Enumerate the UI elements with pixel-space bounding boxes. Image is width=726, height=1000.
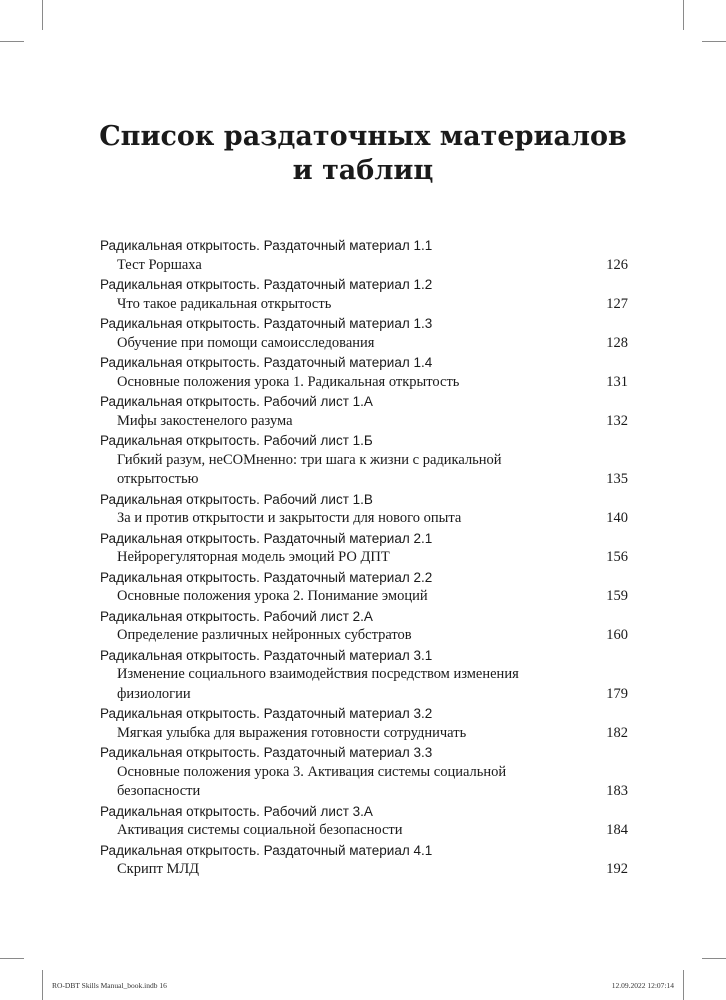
crop-mark-top-left xyxy=(42,0,43,30)
toc-entry-title: Обучение при помощи самоисследования xyxy=(117,334,375,351)
page-title-line-2: и таблиц xyxy=(292,155,434,186)
toc-entry-page-number: 192 xyxy=(606,861,628,877)
toc-entry-item xyxy=(117,295,628,315)
page-title xyxy=(0,120,726,188)
toc-entry-page-number: 184 xyxy=(606,822,628,838)
toc-entry xyxy=(100,802,628,841)
toc-entry xyxy=(100,841,628,880)
toc-entry xyxy=(100,353,628,392)
toc-entry-category: Радикальная открытость. Раздаточный материал 2.2 xyxy=(100,569,433,585)
toc-entry-item xyxy=(117,860,628,880)
toc-entry-title: Основные положения урока 2. Понимание эмоций xyxy=(117,588,428,604)
footer-file-info: RO-DBT Skills Manual_book.indb 16 xyxy=(52,981,167,990)
toc-entry-title: Мифы закостенелого разума xyxy=(117,412,293,429)
toc-entry xyxy=(100,607,628,646)
toc-entry-title: Нейрорегуляторная модель эмоций РО ДПТ xyxy=(117,549,390,565)
toc-entry xyxy=(100,431,628,490)
toc-entry-page-number: 179 xyxy=(606,685,628,702)
toc-entry-page-number: 127 xyxy=(606,295,628,312)
crop-mark-left-bottom xyxy=(0,958,24,959)
toc-entry-item xyxy=(117,724,628,744)
toc-entry-item xyxy=(117,665,628,704)
toc-entry xyxy=(100,275,628,314)
toc-entry xyxy=(100,568,628,607)
toc-entry-category: Радикальная открытость. Раздаточный материал 1.1 xyxy=(100,238,433,253)
toc-entry-category: Радикальная открытость. Рабочий лист 1.А xyxy=(100,394,373,409)
crop-mark-left-top xyxy=(0,41,24,42)
toc-entry-title: Тест Роршаха xyxy=(117,256,202,273)
toc-entry-item xyxy=(117,256,628,276)
toc-entry-category: Радикальная открытость. Раздаточный материал 3.1 xyxy=(100,647,433,663)
toc-entry-item xyxy=(117,334,628,354)
toc-entry-category: Радикальная открытость. Раздаточный материал 1.3 xyxy=(100,316,433,331)
toc-entry-page-number: 126 xyxy=(606,256,628,273)
crop-mark-right-top xyxy=(702,41,726,42)
toc-entry-item xyxy=(117,451,628,490)
toc-entry-category: Радикальная открытость. Раздаточный материал 1.2 xyxy=(100,277,433,292)
footer-timestamp: 12.09.2022 12:07:14 xyxy=(611,981,674,990)
toc-entry-category: Радикальная открытость. Раздаточный материал 3.2 xyxy=(100,706,433,721)
toc-entry-page-number: 135 xyxy=(606,471,628,487)
toc-entry xyxy=(100,646,628,705)
toc-entry xyxy=(100,392,628,431)
table-of-contents xyxy=(100,236,628,880)
toc-entry-page-number: 131 xyxy=(606,373,628,390)
toc-entry-category: Радикальная открытость. Рабочий лист 2.А xyxy=(100,608,373,624)
toc-entry-page-number: 183 xyxy=(606,783,628,799)
toc-entry-title: Основные положения урока 1. Радикальная открытость xyxy=(117,373,460,390)
toc-entry-title: Скрипт МЛД xyxy=(117,861,200,877)
toc-entry-title: За и против открытости и закрытости для нового опыта xyxy=(117,510,462,526)
toc-entry xyxy=(100,314,628,353)
toc-entry-category: Радикальная открытость. Рабочий лист 3.А xyxy=(100,803,373,819)
toc-entry xyxy=(100,704,628,743)
toc-entry-page-number: 159 xyxy=(606,588,628,604)
toc-entry-title: Гибкий разум, неСОМненно: три шага к жизни с радикальной открытостью xyxy=(117,451,502,487)
toc-entry-item xyxy=(117,626,628,646)
toc-entry xyxy=(100,236,628,275)
toc-entry xyxy=(100,490,628,529)
toc-entry-title: Что такое радикальная открытость xyxy=(117,295,332,312)
toc-entry-item xyxy=(117,763,628,802)
toc-entry-page-number: 160 xyxy=(606,627,628,643)
toc-entry xyxy=(100,743,628,802)
toc-entry-category: Радикальная открытость. Раздаточный материал 1.4 xyxy=(100,355,433,370)
toc-entry-page-number: 182 xyxy=(606,724,628,741)
toc-entry-title: Изменение социального взаимодействия посредством изменения физиологии xyxy=(117,666,519,702)
toc-entry-title: Активация системы социальной безопасности xyxy=(117,822,403,838)
crop-mark-bottom-left xyxy=(42,970,43,1000)
crop-mark-top-right xyxy=(683,0,684,30)
toc-entry-item xyxy=(117,587,628,607)
toc-entry-category: Радикальная открытость. Рабочий лист 1.Б xyxy=(100,433,373,448)
toc-entry-category: Радикальная открытость. Раздаточный материал 4.1 xyxy=(100,842,433,858)
toc-entry-title: Мягкая улыбка для выражения готовности сотрудничать xyxy=(117,724,467,741)
crop-mark-right-bottom xyxy=(702,958,726,959)
toc-entry-item xyxy=(117,548,628,568)
crop-mark-bottom-right xyxy=(683,970,684,1000)
toc-entry-category: Радикальная открытость. Раздаточный материал 2.1 xyxy=(100,530,433,546)
toc-entry-title: Основные положения урока 3. Активация системы социальной безопасности xyxy=(117,763,507,799)
toc-entry-page-number: 140 xyxy=(606,510,628,526)
toc-entry-item xyxy=(117,412,628,432)
toc-entry-category: Радикальная открытость. Рабочий лист 1.В xyxy=(100,491,373,507)
toc-entry-title: Определение различных нейронных субстратов xyxy=(117,627,412,643)
toc-entry-page-number: 156 xyxy=(606,549,628,565)
toc-entry-page-number: 128 xyxy=(606,334,628,351)
toc-entry-item xyxy=(117,821,628,841)
page-title-line-1: Список раздаточных материалов xyxy=(99,121,627,152)
toc-entry-page-number: 132 xyxy=(606,412,628,429)
toc-entry-item xyxy=(117,509,628,529)
toc-entry xyxy=(100,529,628,568)
toc-entry-item xyxy=(117,373,628,393)
toc-entry-category: Радикальная открытость. Раздаточный материал 3.3 xyxy=(100,745,433,760)
